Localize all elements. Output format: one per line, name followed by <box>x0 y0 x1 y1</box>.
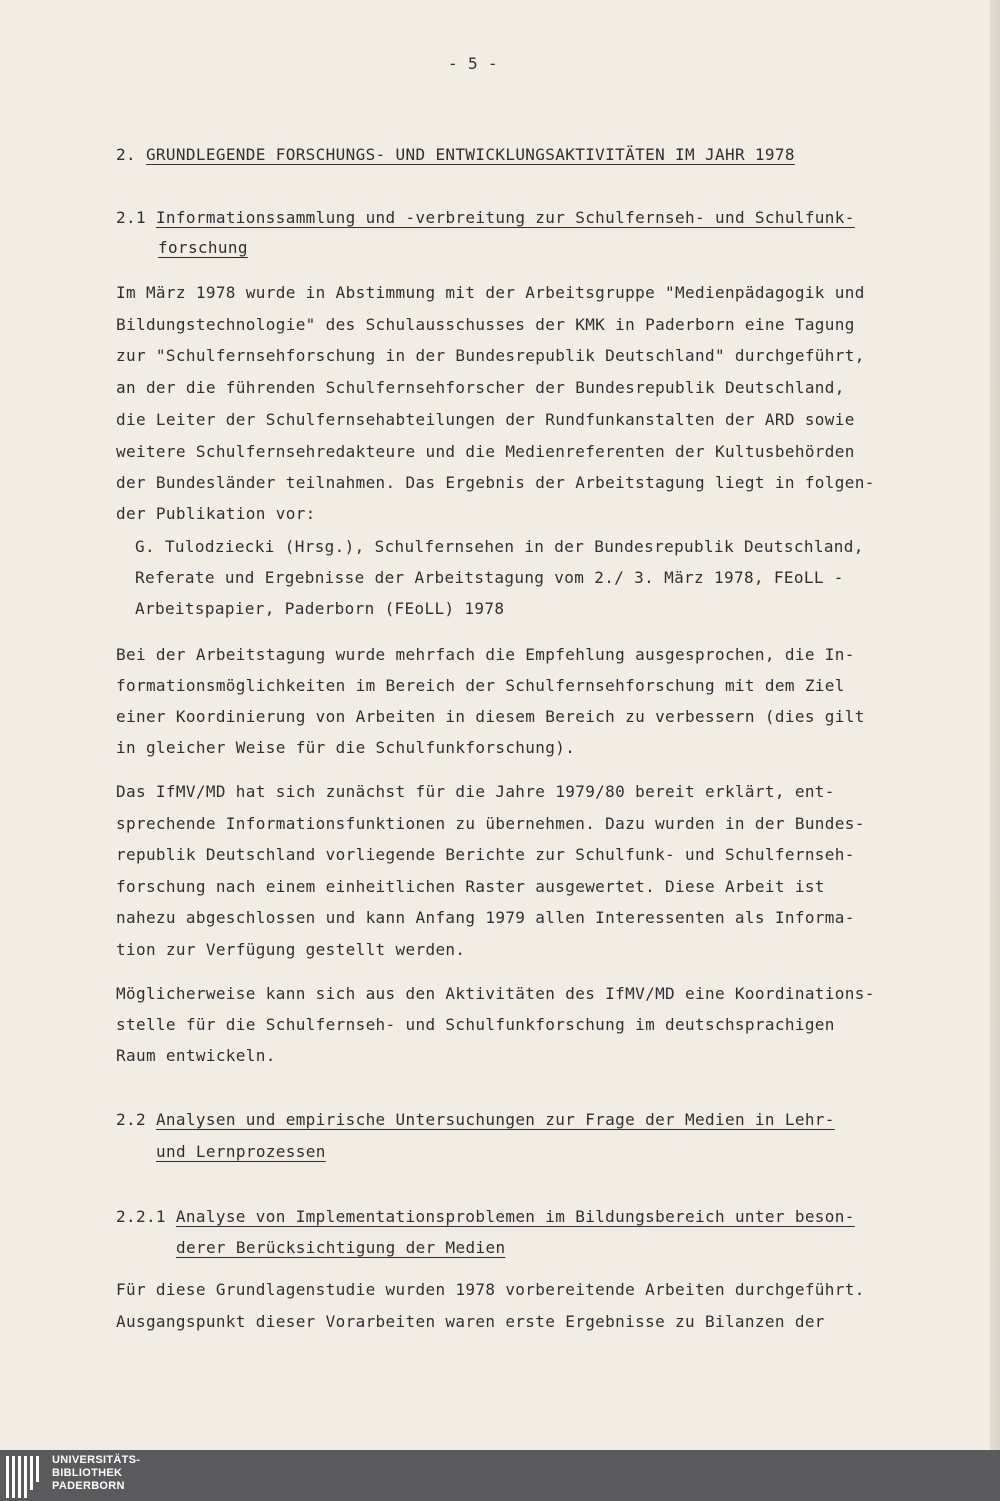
paragraph-line: Bei der Arbeitstagung wurde mehrfach die Empfehlung ausgesprochen, die In- <box>116 645 855 664</box>
logo-line: PADERBORN <box>52 1480 125 1492</box>
paragraph-line: Ausgangspunkt dieser Vorarbeiten waren erste Ergebnisse zu Bilanzen der <box>116 1312 825 1331</box>
section-2-heading <box>116 145 795 165</box>
logo-line: UNIVERSITÄTS- <box>52 1454 141 1466</box>
page-number: - 5 - <box>448 54 498 73</box>
paragraph-line: die Leiter der Schulfernsehabteilungen der Rundfunkanstalten der ARD sowie <box>116 410 855 429</box>
paragraph-line: in gleicher Weise für die Schulfunkforschung). <box>116 738 576 757</box>
section-2-2-number: 2.2 <box>116 1110 146 1129</box>
section-2-2-1-title-line2: derer Berücksichtigung der Medien <box>176 1238 506 1257</box>
citation-line: Arbeitspapier, Paderborn (FEoLL) 1978 <box>135 599 505 618</box>
section-2-2-heading <box>116 1110 835 1130</box>
section-2-2-1-number: 2.2.1 <box>116 1207 166 1226</box>
section-2-2-title-line2: und Lernprozessen <box>156 1142 326 1161</box>
paragraph-line: zur "Schulfernsehforschung in der Bundesrepublik Deutschland" durchgeführt, <box>116 346 865 365</box>
section-2-2-title-line1: Analysen und empirische Untersuchungen zur Frage der Medien in Lehr- <box>155 1110 835 1129</box>
section-2-1-title-line2: forschung <box>158 238 248 257</box>
paragraph-line: forschung nach einem einheitlichen Raster ausgewertet. Diese Arbeit ist <box>116 877 825 896</box>
paragraph-line: republik Deutschland vorliegende Berichte zur Schulfunk- und Schulfernseh- <box>116 845 855 864</box>
paragraph-line: weitere Schulfernsehredakteure und die Medienreferenten der Kultusbehörden <box>116 442 855 461</box>
library-footer <box>0 1450 1000 1501</box>
logo-line: BIBLIOTHEK <box>52 1467 123 1479</box>
paragraph-line: nahezu abgeschlossen und kann Anfang 1979 allen Interessenten als Informa- <box>116 908 855 927</box>
paragraph-line: Das IfMV/MD hat sich zunächst für die Jahre 1979/80 bereit erklärt, ent- <box>116 782 835 801</box>
citation-line: Referate und Ergebnisse der Arbeitstagung vom 2./ 3. März 1978, FEoLL - <box>135 568 844 587</box>
paragraph-line: sprechende Informationsfunktionen zu übernehmen. Dazu wurden in der Bundes- <box>116 814 865 833</box>
section-2-1-heading <box>116 208 855 228</box>
paragraph-line: der Publikation vor: <box>116 504 316 523</box>
paragraph-line: der Bundesländer teilnahmen. Das Ergebnis der Arbeitstagung liegt in folgen- <box>116 473 875 492</box>
paragraph-line: Raum entwickeln. <box>116 1046 276 1065</box>
section-2-title: GRUNDLEGENDE FORSCHUNGS- UND ENTWICKLUNGSAKTIVITÄTEN IM JAHR 1978 <box>145 145 795 164</box>
section-2-1-title-line1: Informationssammlung und -verbreitung zur Schulfernseh- und Schulfunk- <box>155 208 855 227</box>
paragraph-line: stelle für die Schulfernseh- und Schulfunkforschung im deutschsprachigen <box>116 1015 835 1034</box>
section-2-1-number: 2.1 <box>116 208 146 227</box>
library-logo-icon <box>6 1454 42 1500</box>
section-2-number: 2. <box>116 145 136 164</box>
paragraph-line: tion zur Verfügung gestellt werden. <box>116 940 466 959</box>
citation-line: G. Tulodziecki (Hrsg.), Schulfernsehen in der Bundesrepublik Deutschland, <box>135 537 864 556</box>
paragraph-line: Für diese Grundlagenstudie wurden 1978 vorbereitende Arbeiten durchgeführt. <box>116 1280 865 1299</box>
section-2-2-1-heading <box>116 1207 855 1227</box>
paragraph-line: Bildungstechnologie" des Schulausschusses der KMK in Paderborn eine Tagung <box>116 315 855 334</box>
page-fold-shadow <box>990 0 1000 1450</box>
paragraph-line: Möglicherweise kann sich aus den Aktivitäten des IfMV/MD eine Koordinations- <box>116 984 875 1003</box>
section-2-2-1-title-line1: Analyse von Implementationsproblemen im Bildungsbereich unter beson- <box>175 1207 855 1226</box>
paragraph-line: an der die führenden Schulfernsehforscher der Bundesrepublik Deutschland, <box>116 378 845 397</box>
paragraph-line: Im März 1978 wurde in Abstimmung mit der Arbeitsgruppe "Medienpädagogik und <box>116 283 865 302</box>
paragraph-line: einer Koordinierung von Arbeiten in diesem Bereich zu verbessern (dies gilt <box>116 707 865 726</box>
paragraph-line: formationsmöglichkeiten im Bereich der Schulfernsehforschung mit dem Ziel <box>116 676 845 695</box>
library-logo-text <box>52 1454 140 1493</box>
